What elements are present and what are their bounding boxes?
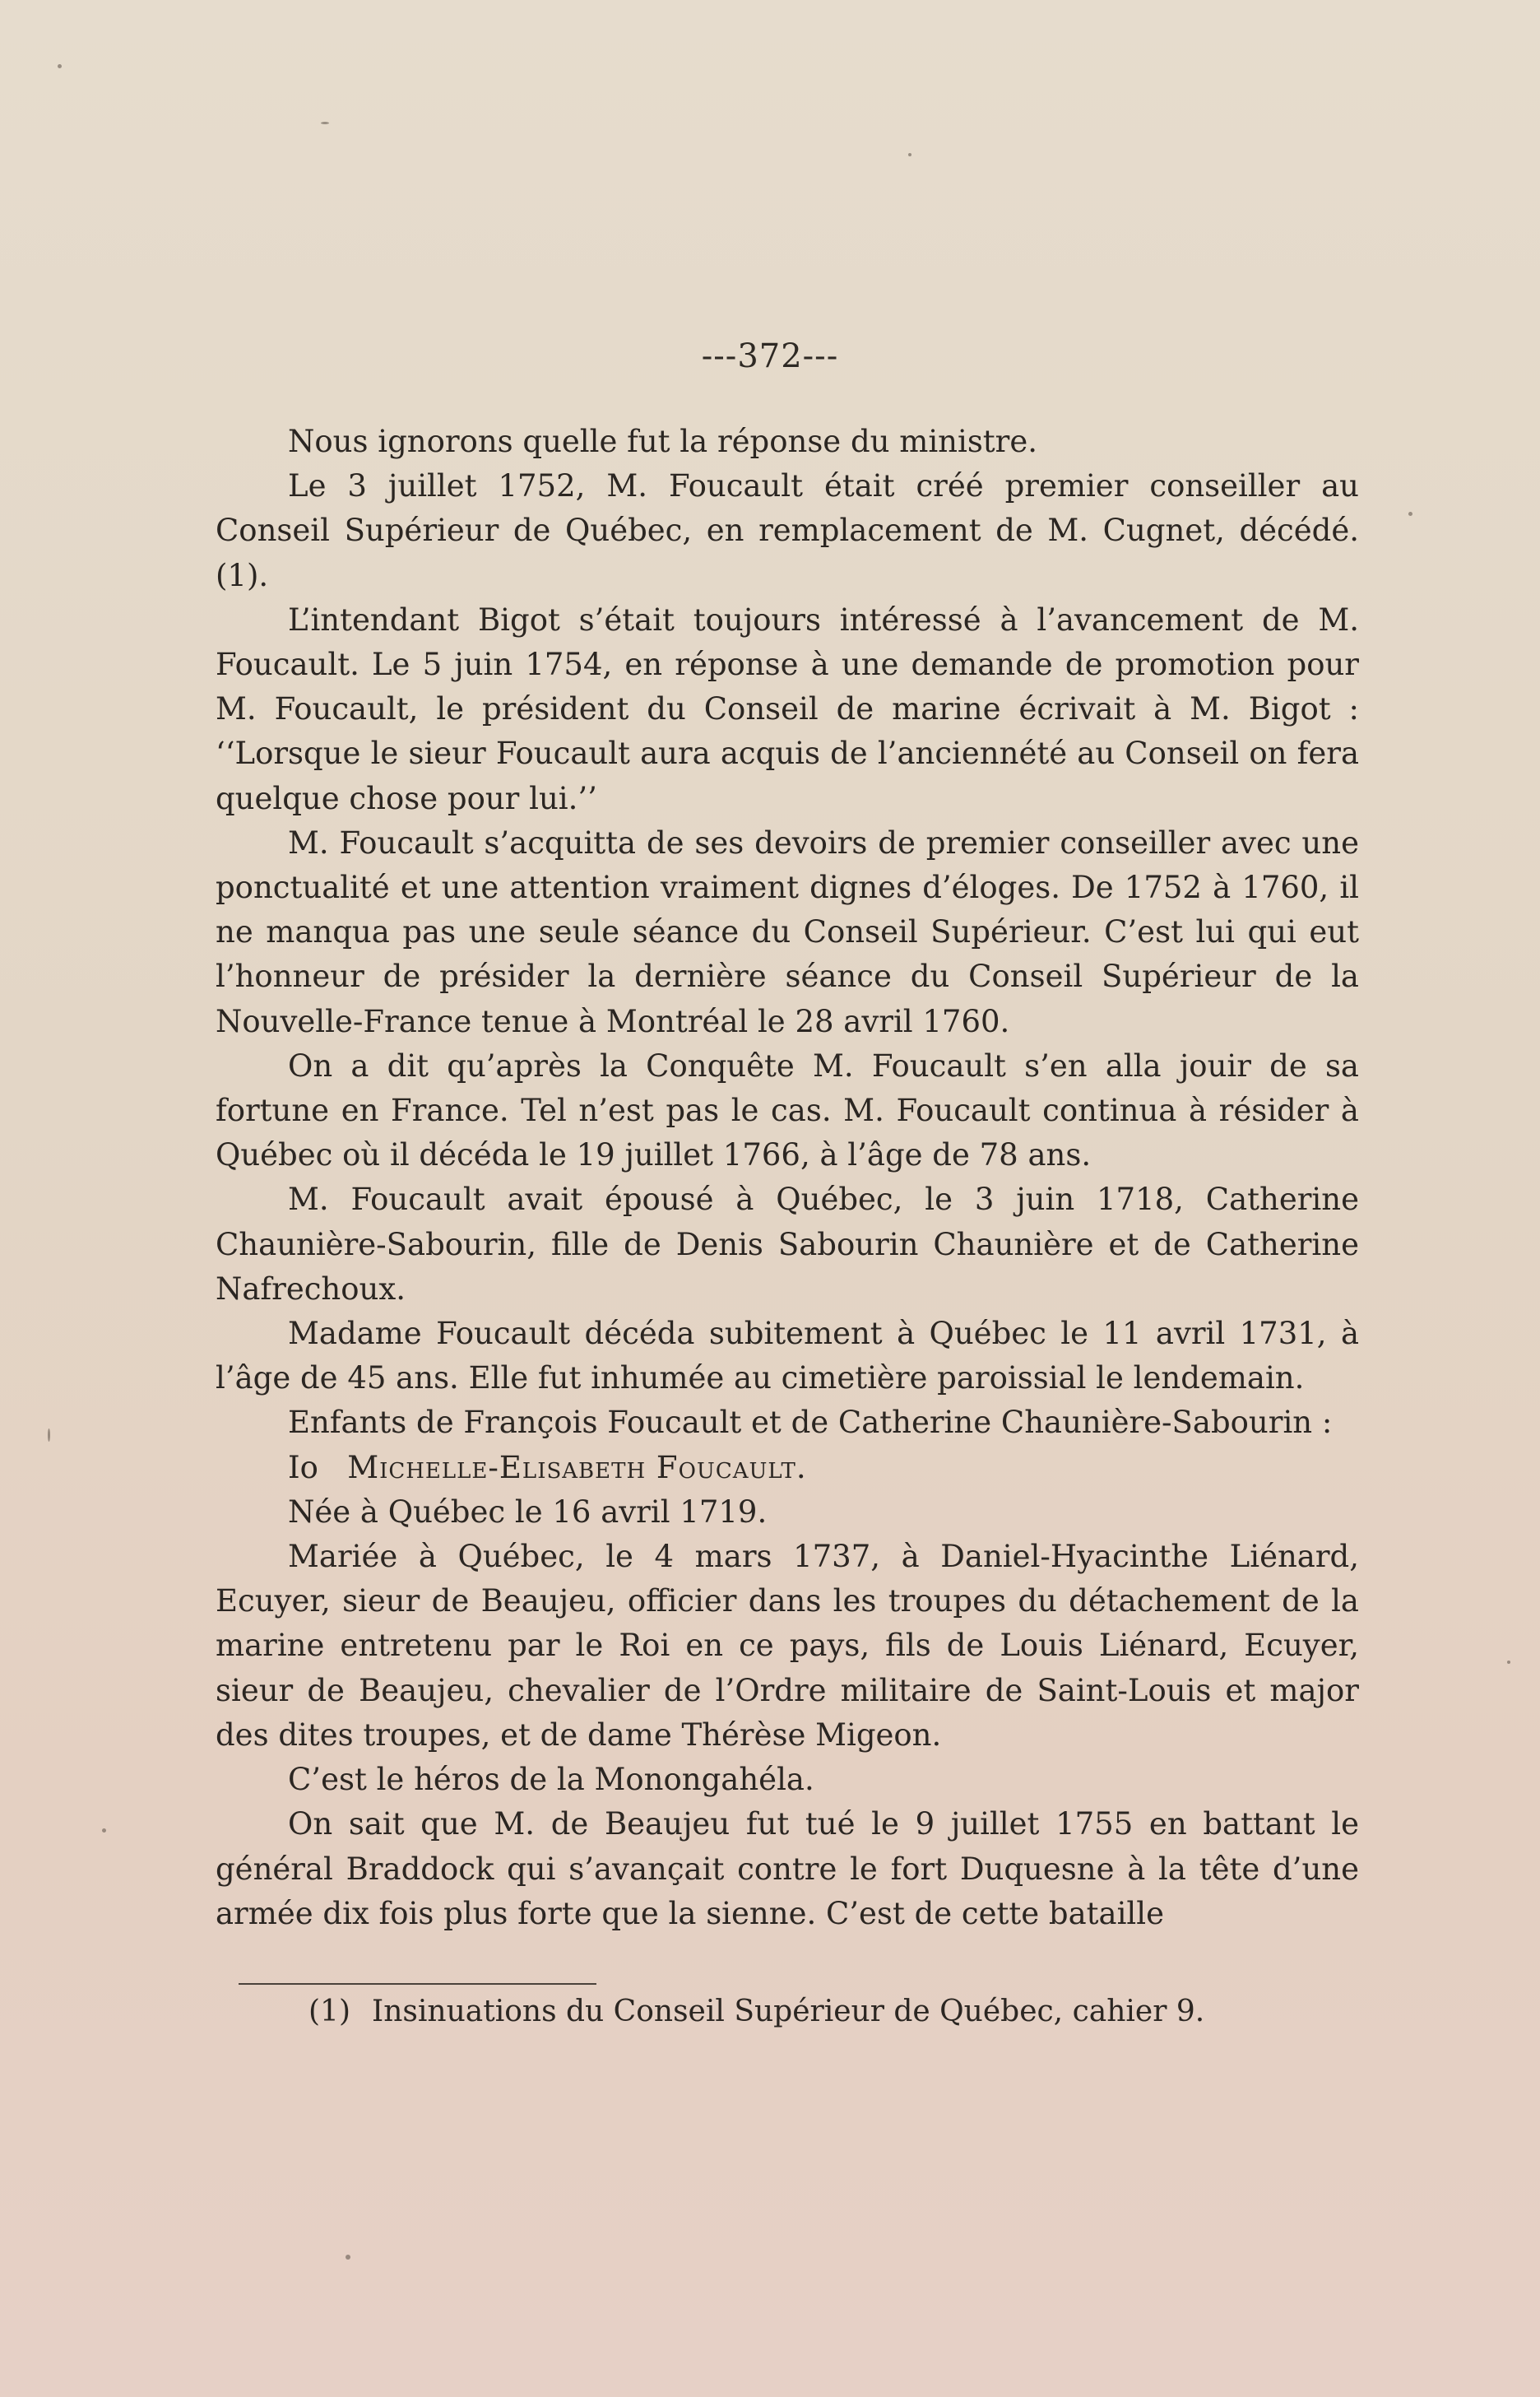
- paragraph: On a dit qu’après la Conquête M. Foucault s’en alla jouir de sa fortune en France. Tel n’est pas le cas. M. Foucault continua à résider à Québec où il décéda le 19 juillet 1766, à l’âge de 78 ans.: [216, 1048, 1359, 1173]
- scan-speck: [48, 1428, 50, 1442]
- paragraph: C’est le héros de la Monongahéla.: [288, 1762, 814, 1798]
- paragraph: Mariée à Québec, le 4 mars 1737, à Daniel-Hyacinthe Liénard, Ecuyer, sieur de Beaujeu, officier dans les troupes du détachement de la marine entretenu par le Roi en ce pays, fils de Louis Liénard, Ecuyer, sieur de Beaujeu, chevalier de l’Ordre militaire de Saint-Louis et major des dites troupes, et de dame Thérèse Migeon.: [216, 1539, 1359, 1753]
- scan-speck: [58, 64, 62, 68]
- paragraph: On sait que M. de Beaujeu fut tué le 9 juillet 1755 en battant le général Braddock qui s’avançait contre le fort Duquesne à la tête d’une armée dix fois plus forte que la sienne. C’est de cette bataille: [216, 1806, 1359, 1931]
- paragraph: Enfants de François Foucault et de Catherine Chaunière-Sabourin :: [288, 1405, 1333, 1441]
- entry-name: Michelle-Elisabeth Foucault.: [347, 1449, 807, 1485]
- scan-speck: [1507, 1661, 1510, 1664]
- paragraph: Le 3 juillet 1752, M. Foucault était créé premier conseiller au Conseil Supérieur de Québec, en remplacement de M. Cugnet, décédé. (1).: [216, 468, 1359, 593]
- scan-speck: [321, 122, 329, 124]
- paragraph: Nous ignorons quelle fut la réponse du ministre.: [288, 424, 1038, 459]
- scan-speck: [102, 1828, 106, 1833]
- footnote-text: Insinuations du Conseil Supérieur de Québec, cahier 9.: [372, 1995, 1205, 2028]
- paragraph: Madame Foucault décéda subitement à Québec le 11 avril 1731, à l’âge de 45 ans. Elle fut inhumée au cimetière paroissial le lendemain.: [216, 1316, 1359, 1396]
- paragraph: M. Foucault s’acquitta de ses devoirs de premier conseiller avec une ponctualité et une attention vraiment dignes d’éloges. De 1752 à 1760, il ne manqua pas une seule séance du Conseil Supérieur. C’est lui qui eut l’honneur de présider la dernière séance du Conseil Supérieur de la Nouvelle-France tenue à Montréal le 28 avril 1760.: [216, 825, 1359, 1039]
- paragraph: Née à Québec le 16 avril 1719.: [288, 1493, 768, 1530]
- footnote-divider: [239, 1983, 596, 1985]
- enumerated-entry: [216, 1446, 1359, 1490]
- body-text: [216, 420, 1359, 1936]
- paragraph: M. Foucault avait épousé à Québec, le 3 juin 1718, Catherine Chaunière-Sabourin, fille de Denis Sabourin Chaunière et de Catherine Nafrechoux.: [216, 1182, 1359, 1307]
- scan-speck: [346, 2255, 350, 2260]
- scan-speck: [1408, 512, 1412, 516]
- entry-number: Io: [288, 1449, 318, 1485]
- paragraph: L’intendant Bigot s’était toujours intéressé à l’avancement de M. Foucault. Le 5 juin 1754, en réponse à une demande de promotion pour M. Foucault, le président du Conseil de marine écrivait à M. Bigot : ‘‘Lorsque le sieur Foucault aura acquis de l’anciennété au Conseil on fera quelque chose pour lui.’’: [216, 602, 1359, 816]
- scan-speck: [908, 153, 911, 156]
- page-number: ---372---: [701, 337, 839, 375]
- footnote: [308, 1990, 1378, 2034]
- footnote-mark: (1): [308, 1995, 350, 2028]
